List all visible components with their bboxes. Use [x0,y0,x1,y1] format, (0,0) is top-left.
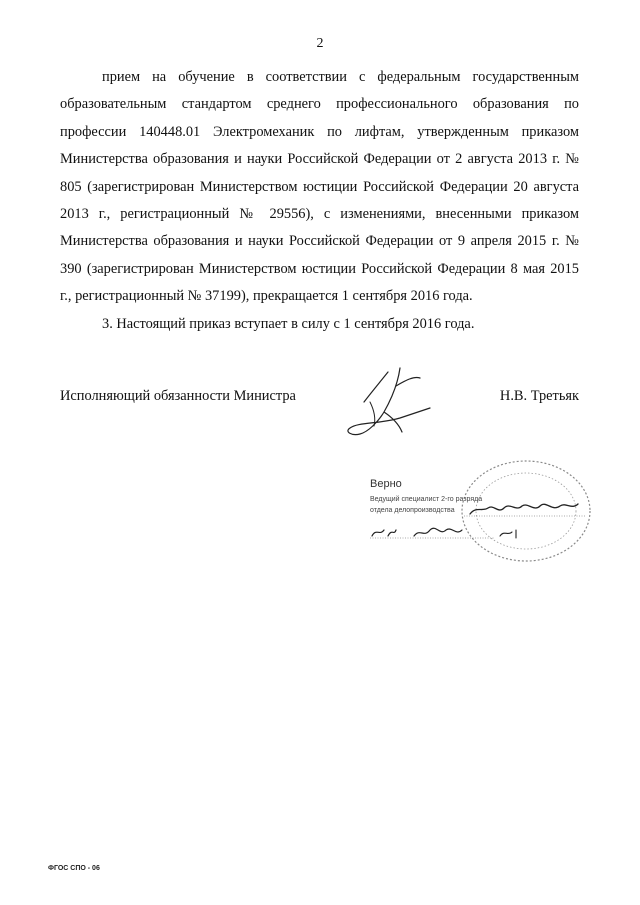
paragraph-continuation: прием на обучение в соответствии с федеральным государственным образовательным стандартом среднего профессионального образования по профессии 140448.01 Электромеханик по лифтам, утвержденным приказом Министерства образования и науки Российской Федерации от 2 августа 2013 г. № 805 (зарегистрирован Министерством юстиции Российской Федерации 20 августа 2013 г., регистрационный № 29556), с изменениями, внесенными приказом Министерства образования и науки Российской Федерации от 9 апреля 2015 г. № 390 (зарегистрирован Министерством юстиции Российской Федерации 8 мая 2015 г., регистрационный № 37199), прекращается 1 сентября 2016 года. [60,69,579,305]
paragraph-effective-date: 3. Настоящий приказ вступает в силу с 1 сентября 2016 года. [102,315,475,332]
stamp-handwritten-fields [366,478,606,558]
signature-block [60,380,579,420]
signer-title: Исполняющий обязанности Министра [60,388,296,404]
stamp-department: отдела делопроизводства [370,507,455,514]
document-body [60,64,579,338]
stamp-heading: Верно [370,478,402,490]
page-number: 2 [316,36,324,51]
handwritten-signature [340,362,450,452]
certification-stamp [366,478,606,558]
stamp-position: Ведущий специалист 2-го разряда [370,496,483,503]
signer-name: Н.В. Третьяк [499,388,579,404]
footer-code: ФГОС СПО - 06 [48,865,100,872]
